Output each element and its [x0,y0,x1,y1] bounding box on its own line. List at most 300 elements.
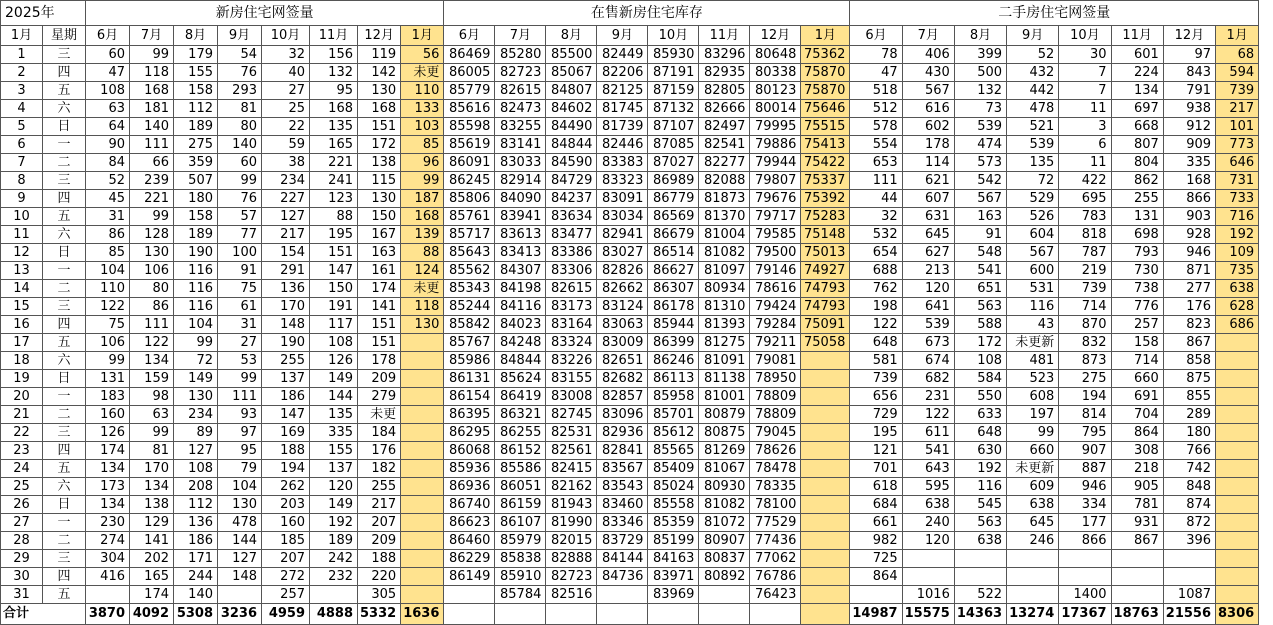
total-cell: 4888 [310,604,358,625]
value-cell: 75058 [801,334,850,352]
value-cell: 81 [218,100,262,118]
value-cell: 217 [1216,100,1259,118]
value-cell: 739 [850,370,902,388]
value-cell: 75 [218,280,262,298]
value-cell: 81 [130,442,174,460]
value-cell: 240 [902,514,954,532]
value-cell: 946 [1059,478,1111,496]
value-cell: 731 [1216,172,1259,190]
value-cell: 128 [130,226,174,244]
value-cell: 928 [1163,226,1215,244]
table-row [1,64,1259,82]
value-cell: 83141 [495,136,546,154]
value-cell: 170 [130,460,174,478]
value-cell: 81745 [597,100,648,118]
value-cell: 814 [1059,406,1111,424]
value-cell: 82162 [546,478,597,496]
value-cell: 116 [954,478,1006,496]
day-cell: 2 [1,64,43,82]
value-cell: 87132 [648,100,699,118]
weekday-cell: 六 [43,226,86,244]
day-column-header: 1月 [1,26,43,46]
value-cell: 108 [174,460,218,478]
total-cell: 18763 [1111,604,1163,625]
value-cell: 638 [1007,496,1059,514]
value-cell: 532 [850,226,902,244]
value-cell: 738 [1111,280,1163,298]
value-cell [401,334,444,352]
value-cell: 116 [174,280,218,298]
value-cell: 234 [174,406,218,424]
value-cell: 848 [1163,478,1215,496]
value-cell: 81269 [699,442,750,460]
value-cell: 507 [174,172,218,190]
value-cell: 627 [902,244,954,262]
value-cell: 630 [954,442,1006,460]
day-cell: 22 [1,424,43,442]
value-cell: 539 [1007,136,1059,154]
total-cell: 15575 [902,604,954,625]
weekday-cell: 四 [43,568,86,586]
value-cell: 79995 [750,118,801,136]
value-cell: 82936 [597,424,648,442]
value-cell: 85944 [648,316,699,334]
weekday-cell: 日 [43,244,86,262]
value-cell: 221 [130,190,174,208]
weekday-cell: 二 [43,406,86,424]
value-cell: 641 [902,298,954,316]
total-cell-empty [699,604,750,625]
value-cell: 695 [1059,190,1111,208]
value-cell: 174 [86,442,130,460]
value-cell: 31 [218,316,262,334]
value-cell: 176 [358,442,401,460]
value-cell: 648 [850,334,902,352]
value-cell: 643 [902,460,954,478]
value-cell: 85024 [648,478,699,496]
value-cell [1007,586,1059,604]
day-cell: 30 [1,568,43,586]
month-header: 6月 [850,26,902,46]
value-cell: 563 [954,514,1006,532]
value-cell: 122 [902,406,954,424]
value-cell: 82941 [597,226,648,244]
value-cell: 87159 [648,82,699,100]
value-cell: 804 [1111,154,1163,172]
value-cell: 88 [401,244,444,262]
value-cell: 773 [1216,136,1259,154]
value-cell: 733 [1216,190,1259,208]
value-cell: 134 [1111,82,1163,100]
value-cell: 156 [310,46,358,64]
value-cell: 931 [1111,514,1163,532]
value-cell: 135 [310,406,358,424]
value-cell: 217 [262,226,310,244]
value-cell: 218 [1111,460,1163,478]
value-cell: 95 [218,442,262,460]
value-cell: 86246 [648,352,699,370]
value-cell: 76 [218,190,262,208]
total-cell: 14987 [850,604,902,625]
value-cell: 82914 [495,172,546,190]
value-cell [1216,496,1259,514]
value-cell: 651 [954,280,1006,298]
value-cell: 203 [262,496,310,514]
value-cell: 未更新 [1007,334,1059,352]
day-cell: 31 [1,586,43,604]
value-cell: 144 [310,388,358,406]
value-cell: 832 [1059,334,1111,352]
value-cell: 100 [218,244,262,262]
value-cell: 255 [262,352,310,370]
value-cell [1111,550,1163,568]
value-cell: 79944 [750,154,801,172]
value-cell: 762 [850,280,902,298]
value-cell: 539 [954,118,1006,136]
value-cell: 430 [902,64,954,82]
value-cell: 190 [174,244,218,262]
value-cell: 682 [902,370,954,388]
value-cell: 221 [310,154,358,172]
value-cell: 82449 [597,46,648,64]
value-cell: 82541 [699,136,750,154]
value-cell: 83323 [597,172,648,190]
value-cell: 82841 [597,442,648,460]
value-cell: 661 [850,514,902,532]
value-cell [1111,586,1163,604]
value-cell: 136 [174,514,218,532]
value-cell [801,568,850,586]
value-cell: 84090 [495,190,546,208]
value-cell: 83971 [648,568,699,586]
month-header: 12月 [1163,26,1215,46]
value-cell: 120 [310,478,358,496]
value-cell: 701 [850,460,902,478]
day-cell: 18 [1,352,43,370]
value-cell: 633 [954,406,1006,424]
value-cell: 75283 [801,208,850,226]
value-cell: 83063 [597,316,648,334]
value-cell: 601 [1111,46,1163,64]
totals-row [1,604,1259,625]
day-cell: 27 [1,514,43,532]
value-cell: 76786 [750,568,801,586]
day-cell: 12 [1,244,43,262]
value-cell: 818 [1059,226,1111,244]
value-cell: 104 [174,316,218,334]
value-cell: 864 [850,568,902,586]
value-cell: 151 [310,244,358,262]
value-cell: 684 [850,496,902,514]
value-cell: 628 [1216,298,1259,316]
value-cell: 217 [358,496,401,514]
value-cell: 86627 [648,262,699,280]
value-cell: 131 [86,370,130,388]
weekday-cell: 五 [43,334,86,352]
value-cell [801,442,850,460]
value-cell: 178 [902,136,954,154]
value-cell: 32 [850,208,902,226]
value-cell: 84144 [597,550,648,568]
value-cell: 522 [954,586,1006,604]
value-cell: 399 [954,46,1006,64]
value-cell: 57 [218,208,262,226]
value-cell [401,550,444,568]
value-cell [401,406,444,424]
value-cell: 116 [174,298,218,316]
weekday-cell: 一 [43,262,86,280]
day-cell: 23 [1,442,43,460]
total-cell: 5308 [174,604,218,625]
value-cell: 85761 [444,208,495,226]
value-cell: 81310 [699,298,750,316]
day-cell: 11 [1,226,43,244]
value-cell: 82206 [597,64,648,82]
value-cell [801,424,850,442]
value-cell [86,586,130,604]
value-cell: 83413 [495,244,546,262]
value-cell: 82888 [546,550,597,568]
value-cell: 776 [1111,298,1163,316]
total-cell: 13274 [1007,604,1059,625]
value-cell: 78616 [750,280,801,298]
value-cell: 106 [86,334,130,352]
value-cell: 81067 [699,460,750,478]
value-cell: 85562 [444,262,495,280]
value-cell: 75013 [801,244,850,262]
value-cell: 63 [130,406,174,424]
value-cell: 104 [218,478,262,496]
value-cell: 907 [1059,442,1111,460]
value-cell: 122 [130,334,174,352]
value-cell: 22 [262,118,310,136]
value-cell: 108 [954,352,1006,370]
month-header: 6月 [86,26,130,46]
value-cell: 80338 [750,64,801,82]
value-cell: 654 [850,244,902,262]
value-cell: 173 [86,478,130,496]
weekday-cell: 三 [43,172,86,190]
value-cell: 96 [401,154,444,172]
value-cell: 103 [401,118,444,136]
total-cell: 5332 [358,604,401,625]
value-cell: 3 [1059,118,1111,136]
value-cell: 866 [1163,190,1215,208]
value-cell: 84198 [495,280,546,298]
day-cell: 20 [1,388,43,406]
value-cell: 27 [218,334,262,352]
value-cell: 523 [1007,370,1059,388]
value-cell: 714 [1059,298,1111,316]
weekday-cell: 五 [43,208,86,226]
value-cell: 81873 [699,190,750,208]
value-cell: 116 [174,262,218,280]
value-cell: 112 [174,100,218,118]
value-cell: 246 [1007,532,1059,550]
value-cell: 80 [218,118,262,136]
value-cell: 81082 [699,496,750,514]
value-cell: 85067 [546,64,597,82]
value-cell: 621 [902,172,954,190]
value-cell: 97 [1163,46,1215,64]
value-cell: 554 [850,136,902,154]
value-cell: 80014 [750,100,801,118]
value-cell: 40 [262,64,310,82]
value-cell: 645 [1007,514,1059,532]
value-cell [801,406,850,424]
value-cell: 84163 [648,550,699,568]
value-cell [902,568,954,586]
value-cell: 638 [902,496,954,514]
value-cell: 521 [1007,118,1059,136]
value-cell: 86131 [444,370,495,388]
value-cell: 99 [130,208,174,226]
value-cell [801,388,850,406]
value-cell: 189 [174,226,218,244]
value-cell: 83033 [495,154,546,172]
table-row [1,514,1259,532]
table-row [1,442,1259,460]
total-cell-empty [546,604,597,625]
value-cell: 793 [1111,244,1163,262]
value-cell: 208 [174,478,218,496]
value-cell: 86113 [648,370,699,388]
table-row [1,136,1259,154]
value-cell [1111,568,1163,586]
value-cell: 未更 [358,406,401,424]
value-cell: 668 [1111,118,1163,136]
table-row [1,496,1259,514]
value-cell: 129 [130,514,174,532]
value-cell: 84807 [546,82,597,100]
value-cell: 478 [218,514,262,532]
value-cell: 86159 [495,496,546,514]
value-cell: 82723 [495,64,546,82]
value-cell: 147 [262,406,310,424]
value-cell: 75870 [801,64,850,82]
value-cell: 85612 [648,424,699,442]
value-cell: 202 [130,550,174,568]
value-cell: 141 [358,298,401,316]
value-cell: 未更新 [1007,460,1059,478]
value-cell: 244 [174,568,218,586]
value-cell: 656 [850,388,902,406]
value-cell: 86469 [444,46,495,64]
value-cell [401,424,444,442]
value-cell: 305 [358,586,401,604]
value-cell: 176 [1163,298,1215,316]
value-cell: 608 [1007,388,1059,406]
value-cell: 47 [86,64,130,82]
value-cell: 594 [1216,64,1259,82]
value-cell: 255 [358,478,401,496]
value-cell: 308 [1111,442,1163,460]
value-cell: 255 [1111,190,1163,208]
value-cell [1216,460,1259,478]
value-cell: 289 [1163,406,1215,424]
value-cell: 30 [1059,46,1111,64]
value-cell: 207 [358,514,401,532]
value-cell: 912 [1163,118,1215,136]
value-cell: 6 [1059,136,1111,154]
month-header: 10月 [648,26,699,46]
value-cell: 83941 [495,208,546,226]
value-cell: 645 [902,226,954,244]
value-cell [801,586,850,604]
value-cell: 99 [218,370,262,388]
day-cell: 5 [1,118,43,136]
value-cell [1216,370,1259,388]
value-cell: 83034 [597,208,648,226]
value-cell: 230 [86,514,130,532]
value-cell: 735 [1216,262,1259,280]
value-cell: 866 [1059,532,1111,550]
value-cell: 807 [1111,136,1163,154]
table-row [1,280,1259,298]
value-cell: 184 [358,424,401,442]
table-row [1,118,1259,136]
value-cell: 66 [130,154,174,172]
value-cell: 85244 [444,298,495,316]
value-cell: 47 [850,64,902,82]
value-cell: 86229 [444,550,495,568]
value-cell: 171 [174,550,218,568]
value-cell: 548 [954,244,1006,262]
value-cell: 83383 [597,154,648,172]
value-cell: 85701 [648,406,699,424]
value-cell: 160 [262,514,310,532]
value-cell: 79284 [750,316,801,334]
value-cell: 187 [401,190,444,208]
value-cell: 84736 [597,568,648,586]
value-cell: 618 [850,478,902,496]
value-cell: 791 [1163,82,1215,100]
value-cell: 151 [358,334,401,352]
value-cell [1216,532,1259,550]
value-cell: 80648 [750,46,801,64]
value-cell: 85936 [444,460,495,478]
value-cell: 192 [954,460,1006,478]
value-cell: 84490 [546,118,597,136]
value-cell: 887 [1059,460,1111,478]
value-cell: 82615 [495,82,546,100]
value-cell: 729 [850,406,902,424]
month-header: 8月 [546,26,597,46]
value-cell [801,532,850,550]
value-cell: 63 [86,100,130,118]
value-cell: 11 [1059,100,1111,118]
value-cell: 573 [954,154,1006,172]
value-cell: 170 [262,298,310,316]
value-cell: 118 [130,64,174,82]
value-cell: 86399 [648,334,699,352]
value-cell: 73 [954,100,1006,118]
value-cell: 77062 [750,550,801,568]
value-cell: 500 [954,64,1006,82]
value-cell: 905 [1111,478,1163,496]
value-cell: 181 [130,100,174,118]
value-cell: 78478 [750,460,801,478]
value-cell: 75148 [801,226,850,244]
value-cell: 168 [358,100,401,118]
value-cell [401,460,444,478]
value-cell: 82666 [699,100,750,118]
value-cell [801,478,850,496]
value-cell: 135 [310,118,358,136]
value-cell: 183 [86,388,130,406]
value-cell: 766 [1163,442,1215,460]
value-cell: 83567 [597,460,648,478]
